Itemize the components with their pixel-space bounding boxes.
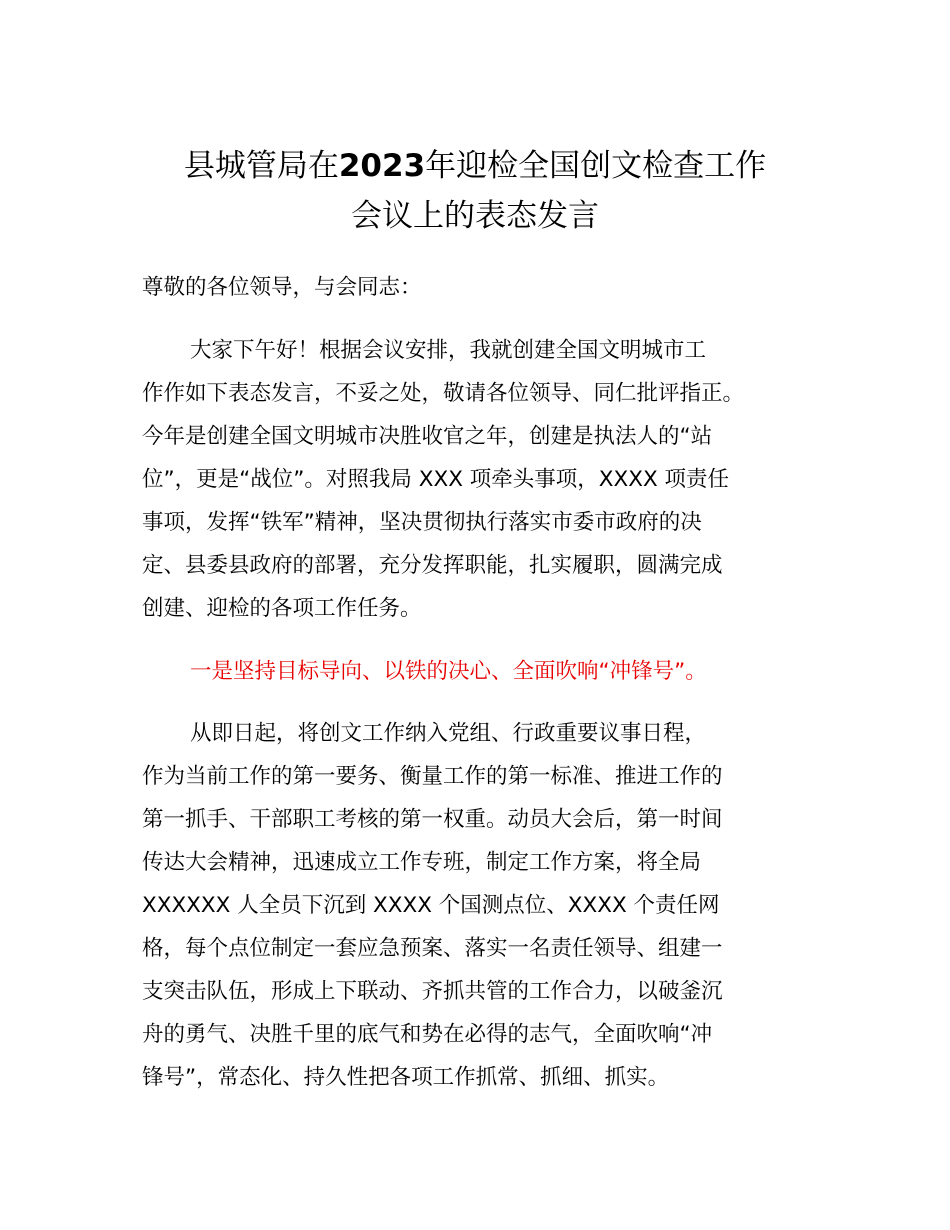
para2-line: 传达大会精神，迅速成立工作专班，制定工作方案，将全局 xyxy=(142,850,702,875)
salutation: 尊敬的各位领导，与会同志： xyxy=(142,275,422,300)
document-title-line-1 xyxy=(120,146,830,186)
para2-line: XXXXXX 人全员下沉到 XXXX 个国测点位、XXXX 个责任网 xyxy=(142,893,720,918)
para1-line: 大家下午好！根据会议安排，我就创建全国文明城市工 xyxy=(190,338,707,363)
para2-line: 作为当前工作的第一要务、衡量工作的第一标准、推进工作的 xyxy=(142,764,723,789)
title-suffix: 年迎检全国创文检查工作 xyxy=(425,148,767,184)
section-heading-1: 一是坚持目标导向、以铁的决心、全面吹响“冲锋号”。 xyxy=(190,659,707,684)
para1-line: 位”，更是“战位”。对照我局 XXX 项牵头事项，XXXX 项责任 xyxy=(142,467,730,492)
para2-line: 舟的勇气、决胜千里的底气和势在必得的志气，全面吹响“冲 xyxy=(142,1022,713,1047)
para1-line: 事项，发挥“铁军”精神，坚决贯彻执行落实市委市政府的决 xyxy=(142,510,702,535)
para2-line: 从即日起，将创文工作纳入党组、行政重要议事日程， xyxy=(190,721,707,746)
para2-line: 锋号”，常态化、持久性把各项工作抓常、抓细、抓实。 xyxy=(142,1065,670,1090)
title-year: 2023 xyxy=(338,148,426,184)
document-title-line-2: 会议上的表态发言 xyxy=(351,198,599,234)
para1-line: 定、县委县政府的部署，充分发挥职能，扎实履职，圆满完成 xyxy=(142,553,723,578)
para2-line: 支突击队伍，形成上下联动、齐抓共管的工作合力，以破釜沉 xyxy=(142,979,723,1004)
para2-line: 格，每个点位制定一套应急预案、落实一名责任领导、组建一 xyxy=(142,936,723,961)
para2-line: 第一抓手、干部职工考核的第一权重。动员大会后，第一时间 xyxy=(142,807,723,832)
title-prefix: 县城管局在 xyxy=(183,148,339,184)
para1-line: 今年是创建全国文明城市决胜收官之年，创建是执法人的“站 xyxy=(142,424,713,449)
para1-line: 创建、迎检的各项工作任务。 xyxy=(142,596,422,621)
para1-line: 作作如下表态发言，不妥之处，敬请各位领导、同仁批评指正。 xyxy=(142,381,745,406)
